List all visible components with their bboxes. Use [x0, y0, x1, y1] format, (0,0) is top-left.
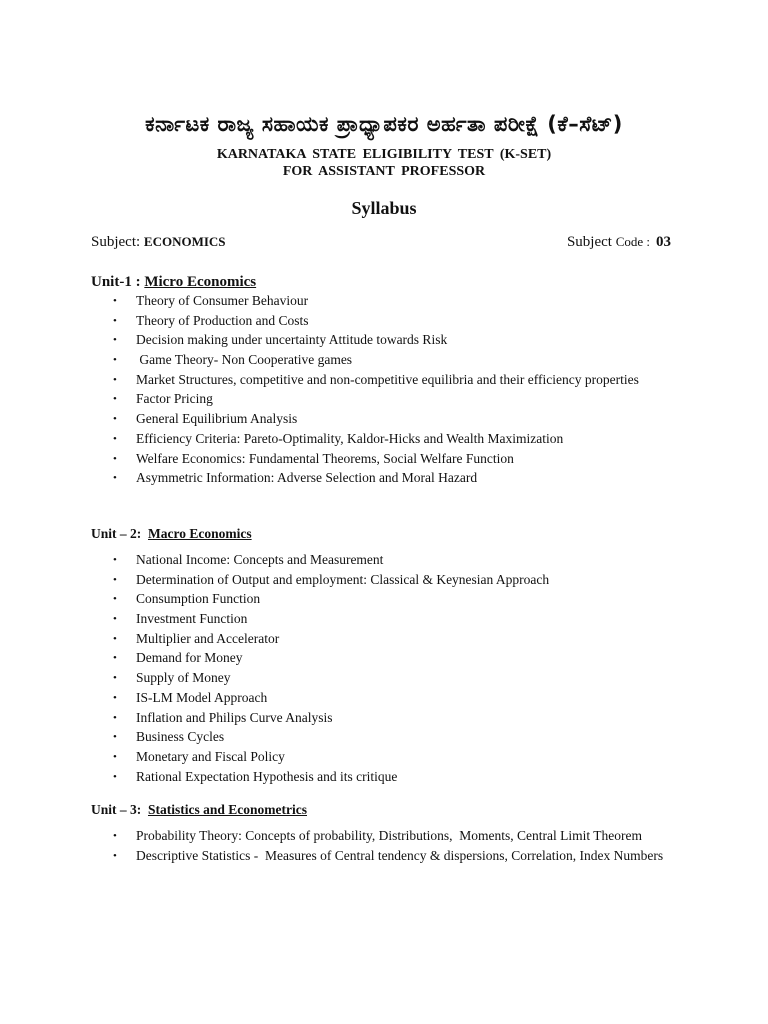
bullet-icon: •: [113, 295, 117, 307]
list-item: [91, 748, 696, 766]
topic-list: [91, 292, 691, 487]
bullet-icon: •: [113, 770, 117, 783]
list-item: [91, 469, 696, 487]
topic-text: General Equilibrium Analysis: [136, 411, 298, 427]
list-item: [91, 390, 696, 408]
kannada-title: ಕರ್ನಾಟಕ ರಾಜ್ಯ ಸಹಾಯಕ ಪ್ರಾಧ್ಯಾಪಕರ ಅರ್ಹತಾ ಪರೀಕ್ಷೆ (ಕೆ–ಸೆಟ್): [145, 112, 623, 136]
bullet-icon: •: [113, 354, 117, 367]
bullet-icon: •: [113, 334, 117, 347]
bullet-icon: •: [113, 452, 117, 465]
bullet-icon: •: [113, 652, 117, 665]
topic-text: Efficiency Criteria: Pareto-Optimality, Kaldor-Hicks and Wealth Maximization: [136, 430, 564, 446]
bullet-icon: •: [113, 573, 117, 586]
subject-value: ECONOMICS: [143, 234, 226, 249]
topic-text: Inflation and Philips Curve Analysis: [136, 709, 333, 725]
subject-code-value: 03: [656, 234, 671, 250]
list-item: [91, 768, 696, 786]
unit-name: Statistics and Econometrics: [148, 802, 307, 817]
unit-name: Macro Economics: [148, 526, 252, 541]
topic-text: Welfare Economics: Fundamental Theorems, Social Welfare Function: [136, 450, 514, 466]
topic-text: IS-LM Model Approach: [136, 689, 268, 705]
topic-text: Descriptive Statistics - Measures of Central tendency & dispersions, Correlation, Index Numbers: [136, 847, 664, 863]
list-item: [91, 351, 696, 369]
topic-text: Theory of Production and Costs: [136, 312, 309, 328]
syllabus-heading: Syllabus: [351, 198, 417, 218]
exam-subtitle: FOR ASSISTANT PROFESSOR: [282, 164, 486, 179]
list-item: [91, 689, 696, 707]
bullet-icon: •: [113, 373, 117, 386]
list-item: [91, 371, 696, 389]
topic-text: Consumption Function: [136, 591, 261, 607]
bullet-icon: •: [113, 413, 117, 426]
exam-title: KARNATAKA STATE ELIGIBILITY TEST (K-SET): [216, 147, 552, 162]
bullet-icon: •: [113, 472, 117, 485]
list-item: [91, 709, 696, 727]
topic-text: Game Theory- Non Cooperative games: [136, 352, 353, 368]
topic-text: Multiplier and Accelerator: [136, 630, 280, 646]
bullet-icon: •: [113, 393, 117, 406]
list-item: [91, 450, 696, 468]
topic-text: Demand for Money: [136, 650, 243, 666]
topic-list: [91, 551, 691, 786]
bullet-icon: •: [113, 849, 117, 862]
topic-list: [91, 827, 691, 865]
list-item: [91, 728, 696, 746]
unit-heading: [91, 525, 691, 543]
topic-text: Asymmetric Information: Adverse Selection and Moral Hazard: [136, 470, 478, 486]
subject-row: [91, 234, 671, 254]
list-item: [91, 430, 696, 448]
topic-text: Decision making under uncertainty Attitude towards Risk: [136, 332, 448, 348]
list-item: [91, 292, 696, 310]
unit-2-section: [91, 525, 691, 787]
list-item: [91, 847, 696, 865]
unit-name: Micro Economics: [144, 274, 257, 290]
subject-code-label-subject: Subject: [566, 234, 616, 250]
bullet-icon: •: [113, 593, 117, 606]
bullet-icon: •: [113, 554, 117, 566]
topic-text: Business Cycles: [136, 729, 225, 745]
topic-text: Monetary and Fiscal Policy: [136, 748, 285, 764]
list-item: [91, 669, 696, 687]
bullet-icon: •: [113, 830, 117, 842]
bullet-icon: •: [113, 432, 117, 445]
bullet-icon: •: [113, 731, 117, 744]
topic-text: Determination of Output and employment: Classical & Keynesian Approach: [136, 571, 550, 587]
topic-text: National Income: Concepts and Measurement: [136, 552, 384, 567]
bullet-icon: •: [113, 613, 117, 626]
list-item: [91, 312, 696, 330]
bullet-icon: •: [113, 314, 117, 327]
subject-field: [91, 234, 226, 251]
bullet-icon: •: [113, 691, 117, 704]
topic-text: Market Structures, competitive and non-competitive equilibria and their efficiency properties: [136, 371, 639, 387]
unit-prefix: Unit – 3:: [91, 802, 148, 817]
topic-text: Investment Function: [136, 611, 248, 627]
unit-prefix: Unit-1 :: [91, 274, 145, 290]
unit-1-section: [91, 273, 691, 489]
topic-text: Probability Theory: Concepts of probability, Distributions, Moments, Central Limit Theorem: [136, 828, 642, 843]
topic-text: Theory of Consumer Behaviour: [136, 293, 309, 308]
bullet-icon: •: [113, 750, 117, 763]
list-item: [91, 551, 696, 569]
list-item: [91, 610, 696, 628]
list-item: [91, 827, 696, 845]
topic-text: Supply of Money: [136, 670, 231, 686]
unit-3-section: [91, 801, 691, 866]
list-item: [91, 410, 696, 428]
subject-code-field: [567, 234, 671, 251]
list-item: [91, 630, 696, 648]
list-item: [91, 331, 696, 349]
subject-code-label-code: Code :: [615, 234, 650, 249]
unit-heading: [91, 801, 691, 819]
list-item: [91, 590, 696, 608]
bullet-icon: •: [113, 711, 117, 724]
list-item: [91, 571, 696, 589]
unit-prefix: Unit – 2:: [91, 526, 148, 541]
topic-text: Factor Pricing: [136, 391, 213, 407]
unit-heading: [91, 273, 691, 292]
list-item: [91, 649, 696, 667]
subject-label: Subject:: [91, 234, 144, 250]
bullet-icon: •: [113, 632, 117, 645]
topic-text: Rational Expectation Hypothesis and its critique: [136, 768, 398, 784]
bullet-icon: •: [113, 672, 117, 685]
